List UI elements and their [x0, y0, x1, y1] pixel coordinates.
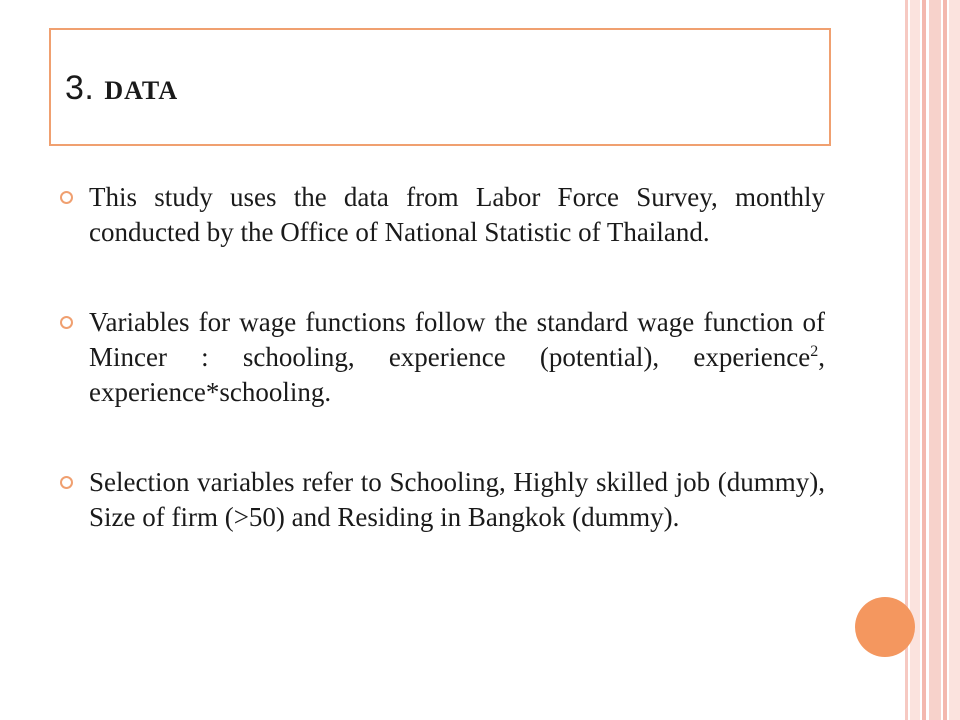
title-heading: DATA — [104, 76, 179, 105]
accent-circle — [855, 597, 915, 657]
bullet-list — [60, 180, 825, 535]
bullet-text — [89, 305, 825, 410]
bullet-text-part: Variables for wage functions follow the standard wage function of Mincer : schooling, experience (potential), experience — [89, 307, 825, 372]
bullet-item — [60, 305, 825, 410]
title-box — [49, 28, 831, 146]
slide-title — [65, 68, 178, 111]
bullet-item — [60, 180, 825, 250]
bullet-circle-icon — [60, 316, 73, 329]
bullet-text-part: , experience*schooling. — [89, 342, 825, 407]
decorative-stripes — [905, 0, 960, 720]
superscript: 2 — [810, 343, 819, 360]
bullet-text: This study uses the data from Labor Force Survey, monthly conducted by the Office of National Statistic of Thailand. — [89, 182, 825, 247]
bullet-circle-icon — [60, 191, 73, 204]
bullet-text: Selection variables refer to Schooling, Highly skilled job (dummy), Size of firm (>50) and Residing in Bangkok (dummy). — [89, 467, 825, 532]
bullet-circle-icon — [60, 476, 73, 489]
title-number: 3. — [65, 69, 95, 107]
bullet-item — [60, 465, 825, 535]
